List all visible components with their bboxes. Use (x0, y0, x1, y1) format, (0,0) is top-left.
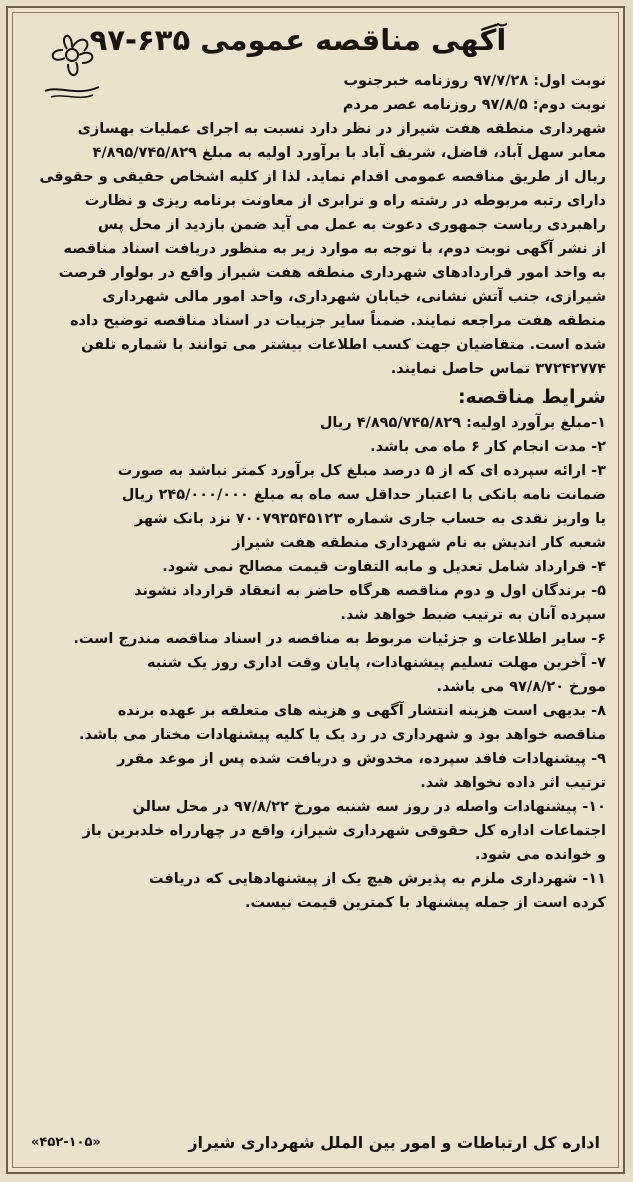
condition-line: ۱۰- پیشنهادات واصله در روز سه شنبه مورخ ۹۷/۸/۲۲ در محل سالن (132, 799, 606, 815)
condition-line: مورخ ۹۷/۸/۲۰ می باشد. (436, 679, 606, 695)
conditions-title: شرایط مناقصه: (457, 386, 606, 408)
intro-line: ریال از طریق مناقصه عمومی اقدام نماید. لذا از کلیه اشخاص حقیقی و حقوقی (39, 169, 606, 185)
intro-line: دارای رتبه مربوطه در رشته راه و ترابری از معاونت برنامه ریزی و نظارت (84, 193, 606, 209)
intro-line: ۳۷۲۴۲۷۷۴ تماس حاصل نمایند. (390, 361, 606, 377)
condition-line: یا واریز نقدی به حساب جاری شماره ۷۰۰۷۹۳۵۴۵۱۲۳ نزد بانک شهر (134, 511, 606, 527)
condition-line: ۱۱- شهرداری ملزم به پذیرش هیچ یک از پیشنهادهایی که دریافت (148, 871, 606, 887)
condition-line: کرده است از جمله پیشنهاد با کمترین قیمت نیست. (244, 895, 606, 911)
condition-line: ۹- پیشنهادات فاقد سپرده، مخدوش و دریافت شده پس از موعد مقرر (117, 751, 606, 767)
intro-line: شهرداری منطقه هفت شیراز در نظر دارد نسبت به اجرای عملیات بهسازی (77, 121, 606, 137)
condition-line: و خوانده می شود. (475, 847, 606, 863)
condition-line: ضمانت نامه بانکی با اعتبار حداقل سه ماه به مبلغ ۲۴۵/۰۰۰/۰۰۰ ریال (121, 487, 606, 503)
footer-department: اداره کل ارتباطات و امور بین الملل شهرداری شیراز (188, 1133, 600, 1152)
condition-line: ۶- سایر اطلاعات و جزئیات مربوط به مناقصه در اسناد مناقصه مندرج است. (73, 631, 606, 647)
intro-line: شیرازی، جنب آتش نشانی، خیابان شهرداری، واحد امور مالی شهرداری (102, 289, 606, 305)
intro-line: معابر سهل آباد، فاضل، شریف آباد با برآورد اولیه به مبلغ ۴/۸۹۵/۷۴۵/۸۲۹ (92, 145, 606, 161)
condition-line: مناقصه خواهد بود و شهرداری در رد یک یا کلیه پیشنهادات مختار می باشد. (78, 727, 606, 743)
condition-line: شعبه کار اندیش به نام شهرداری منطقه هفت شیراز (232, 535, 606, 551)
condition-line: ۸- بدیهی است هزینه انتشار آگهی و هزینه های متعلقه بر عهده برنده (117, 703, 606, 719)
condition-line: ۴- قرارداد شامل تعدیل و مابه التفاوت قیمت مصالح نمی شود. (162, 559, 606, 575)
intro-line: از نشر آگهی نوبت دوم، با توجه به موارد زیر به منظور دریافت اسناد مناقصه (63, 241, 606, 257)
condition-line: ترتیب اثر داده نخواهد شد. (420, 775, 606, 791)
publication-first: نوبت اول: ۹۷/۷/۲۸ روزنامه خبرجنوب (343, 73, 606, 89)
ad-frame (12, 12, 619, 1168)
condition-line: ۲- مدت انجام کار ۶ ماه می باشد. (370, 439, 606, 455)
ad-footer (23, 1129, 608, 1159)
conditions-list (27, 411, 606, 915)
publication-second: نوبت دوم: ۹۷/۸/۵ روزنامه عصر مردم (342, 97, 606, 113)
footer-code: «۴۵۲-۱۰۵» (31, 1135, 101, 1150)
intro-line: راهبردی ریاست جمهوری دعوت به عمل می آید ضمن بازدید از محل پس (97, 217, 606, 233)
ad-page (6, 6, 625, 1174)
intro-line: منطقه هفت مراجعه نمایند. ضمناً سایر جزییات در اسناد مناقصه توضیح داده (69, 313, 606, 329)
ad-body (27, 69, 606, 1167)
intro-line: به واحد امور قراردادهای شهرداری منطقه هفت شیراز واقع در بولوار فرصت (58, 265, 606, 281)
intro-paragraph (27, 117, 606, 381)
condition-line: سپرده آنان به ترتیب ضبط خواهد شد. (340, 607, 606, 623)
condition-line: ۷- آخرین مهلت تسلیم پیشنهادات، پایان وقت اداری روز یک شنبه (147, 655, 606, 671)
condition-line: اجتماعات اداره کل حقوقی شهرداری شیراز، واقع در چهارراه خلدبرین باز (82, 823, 606, 839)
condition-line: ۱-مبلغ برآورد اولیه: ۴/۸۹۵/۷۴۵/۸۲۹ ریال (319, 415, 606, 431)
condition-line: ۳- ارائه سپرده ای که از ۵ درصد مبلغ کل برآورد کمتر نباشد به صورت (117, 463, 606, 479)
intro-line: شده است. متقاضیان جهت کسب اطلاعات بیشتر می توانند با شماره تلفن (81, 337, 606, 353)
ad-title: آگهی مناقصه عمومی ۶۳۵-۹۷ (89, 23, 507, 57)
condition-line: ۵- برندگان اول و دوم مناقصه هرگاه حاضر به انعقاد قرارداد نشوند (134, 583, 606, 599)
